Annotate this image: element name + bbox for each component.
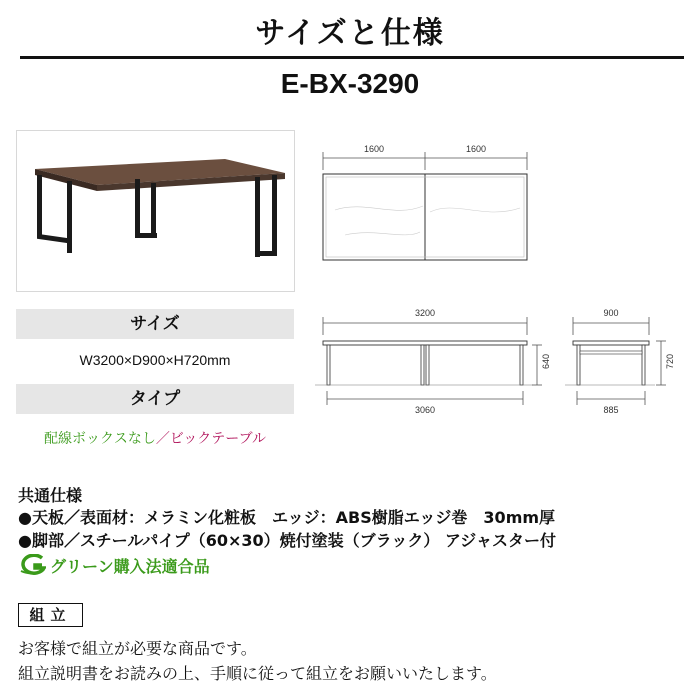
type-big-table: ビックテーブル [169, 431, 267, 447]
side-height-label: 720 [665, 353, 675, 369]
top-dim-left: 1600 [363, 144, 385, 154]
type-no-box: 配線ボックスなし [43, 431, 156, 447]
front-height-label: 640 [541, 353, 551, 369]
green-purchase-icon [18, 554, 46, 576]
side-view-diagram [565, 305, 690, 415]
front-inner-label: 3060 [414, 405, 436, 415]
front-view-diagram [315, 305, 555, 415]
spec-top-board: ●天板／表面材：メラミン化粧板 エッジ：ABS樹脂エッジ巻 30mm厚 [18, 508, 556, 527]
assembly-note-1: お客様で組立が必要な商品です。 [18, 639, 257, 658]
title-rule [20, 56, 684, 59]
front-width-label: 3200 [414, 308, 436, 318]
specs-heading: 共通仕様 [18, 486, 83, 505]
type-value [16, 428, 294, 448]
table-illustration [17, 131, 294, 291]
assembly-note-2: 組立説明書をお読みの上、手順に従って組立をお願いいたします。 [18, 664, 497, 683]
model-number: E-BX-3290 [280, 68, 420, 99]
product-photo [16, 130, 295, 292]
size-heading: サイズ [16, 309, 294, 339]
side-inner-label: 885 [603, 405, 619, 415]
type-heading: タイプ [16, 384, 294, 414]
side-width-label: 900 [603, 308, 619, 318]
green-purchase-label: グリーン購入法適合品 [50, 557, 210, 576]
assembly-badge: 組立 [18, 603, 83, 627]
type-separator: ／ [155, 431, 170, 447]
page-title: サイズと仕様 [255, 16, 445, 51]
top-view-diagram [315, 140, 535, 270]
size-value: W3200×D900×H720mm [79, 352, 231, 368]
spec-legs: ●脚部／スチールパイプ（60×30）焼付塗装（ブラック） アジャスター付 [18, 531, 556, 550]
top-dim-right: 1600 [465, 144, 487, 154]
